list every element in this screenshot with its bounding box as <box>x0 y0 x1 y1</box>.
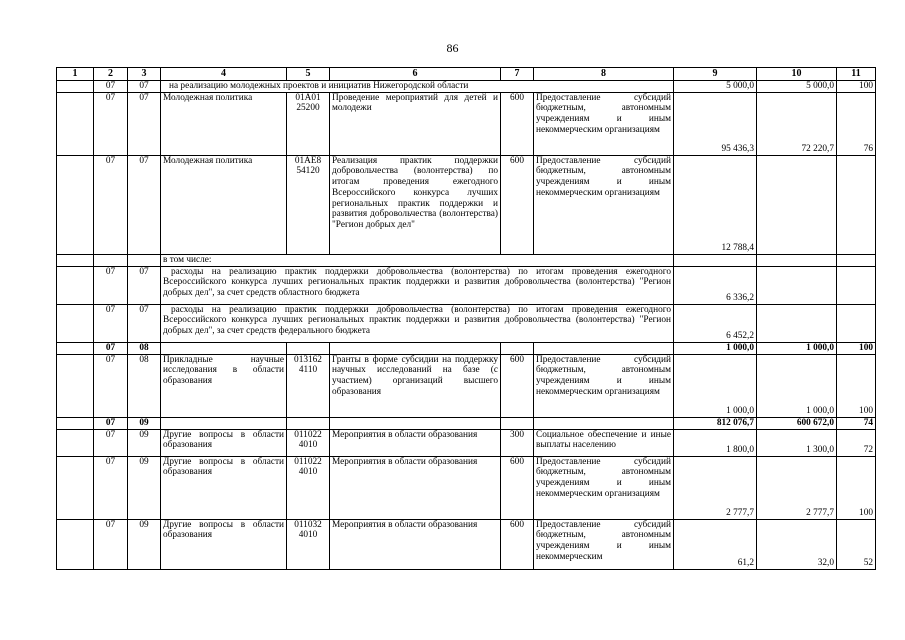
cell-empty <box>501 417 534 429</box>
cell-section: 07 <box>94 304 128 342</box>
cell-type-desc: Предоставление субсидий бюджетным, автономным учреждениям и иным некоммерческим <box>534 519 674 569</box>
cell-percent: 100 <box>837 342 876 354</box>
cell-empty <box>161 417 287 429</box>
cell-planned: 1 000,0 <box>674 354 757 417</box>
cell-empty <box>57 254 94 266</box>
cell-name: Молодежная политика <box>161 155 287 254</box>
cell-empty <box>57 354 94 417</box>
cell-percent: 72 <box>837 429 876 456</box>
header-cell: 1 <box>57 68 94 81</box>
cell-description: расходы на реализацию практик поддержки добровольчества (волонтерства) по итогам проведения ежегодного Всероссийского конкурса лучших региональных практик поддержки и развития добровольчества (волонтерства) "Регион добрых дел", за счет средств федерального бюджета <box>161 304 674 342</box>
table-row <box>57 92 876 155</box>
cell-percent: 76 <box>837 92 876 155</box>
cell-activity: Реализация практик поддержки добровольчества (волонтерства) по итогам проведения ежегодного Всероссийского конкурса лучших региональных практик поддержки и развития добровольчества (волонтерства) "Регион добрых дел" <box>330 155 501 254</box>
cell-activity: Гранты в форме субсидии на поддержку научных исследований на базе (с участием) организаций высшего образования <box>330 354 501 417</box>
table-row <box>57 155 876 254</box>
cell-empty <box>757 304 837 342</box>
cell-actual <box>757 155 837 254</box>
cell-section: 07 <box>94 354 128 417</box>
cell-empty <box>57 429 94 456</box>
cell-empty <box>287 417 330 429</box>
cell-activity: Мероприятия в области образования <box>330 519 501 569</box>
cell-empty <box>161 342 287 354</box>
cell-subsection: 09 <box>128 417 161 429</box>
cell-name: Молодежная политика <box>161 92 287 155</box>
header-row <box>57 68 876 81</box>
table-row <box>57 429 876 456</box>
cell-empty <box>94 254 128 266</box>
cell-section: 07 <box>94 155 128 254</box>
cell-activity: Мероприятия в области образования <box>330 429 501 456</box>
header-cell: 11 <box>837 68 876 81</box>
cell-planned: 812 076,7 <box>674 417 757 429</box>
cell-type-desc: Предоставление субсидий бюджетным, автономным учреждениям и иным некоммерческим организациям <box>534 354 674 417</box>
cell-subsection: 08 <box>128 354 161 417</box>
cell-section: 07 <box>94 92 128 155</box>
cell-actual: 1 000,0 <box>757 342 837 354</box>
cell-empty <box>534 342 674 354</box>
cell-name: Другие вопросы в области образования <box>161 519 287 569</box>
table-row-subtotal <box>57 342 876 354</box>
cell-planned: 61,2 <box>674 519 757 569</box>
header-cell: 10 <box>757 68 837 81</box>
cell-code: 01А01 25200 <box>287 92 330 155</box>
cell-percent: 100 <box>837 456 876 519</box>
cell-code: 011022 4010 <box>287 456 330 519</box>
cell-empty <box>57 304 94 342</box>
cell-actual: 72 220,7 <box>757 92 837 155</box>
cell-section: 07 <box>94 81 128 93</box>
cell-section: 07 <box>94 519 128 569</box>
table-row-subtotal <box>57 417 876 429</box>
cell-planned: 2 777,7 <box>674 456 757 519</box>
cell-actual: 1 000,0 <box>757 354 837 417</box>
cell-actual: 1 300,0 <box>757 429 837 456</box>
cell-empty <box>534 417 674 429</box>
cell-empty <box>57 155 94 254</box>
header-cell: 6 <box>330 68 501 81</box>
cell-percent: 100 <box>837 81 876 93</box>
cell-empty <box>837 266 876 304</box>
cell-subsection: 09 <box>128 456 161 519</box>
cell-subsection: 07 <box>128 155 161 254</box>
cell-percent: 52 <box>837 519 876 569</box>
cell-actual: 5 000,0 <box>757 81 837 93</box>
cell-empty <box>57 81 94 93</box>
cell-description: на реализацию молодежных проектов и инициатив Нижегородской области <box>161 81 674 93</box>
header-cell: 9 <box>674 68 757 81</box>
cell-empty <box>757 254 837 266</box>
header-cell: 5 <box>287 68 330 81</box>
cell-subsection: 09 <box>128 519 161 569</box>
cell-name: Другие вопросы в области образования <box>161 429 287 456</box>
cell-planned: 6 336,2 <box>674 266 757 304</box>
cell-including: в том числе: <box>161 254 674 266</box>
cell-name: Другие вопросы в области образования <box>161 456 287 519</box>
cell-planned: 1 000,0 <box>674 342 757 354</box>
cell-planned: 1 800,0 <box>674 429 757 456</box>
cell-section: 07 <box>94 266 128 304</box>
cell-empty <box>757 266 837 304</box>
cell-empty <box>837 304 876 342</box>
cell-activity: Мероприятия в области образования <box>330 456 501 519</box>
cell-empty <box>128 254 161 266</box>
cell-code: 013162 4110 <box>287 354 330 417</box>
cell-section: 07 <box>94 342 128 354</box>
cell-planned: 6 452,2 <box>674 304 757 342</box>
cell-section: 07 <box>94 429 128 456</box>
cell-empty <box>57 417 94 429</box>
cell-type-desc: Предоставление субсидий бюджетным, автономным учреждениям и иным некоммерческим организациям <box>534 155 674 254</box>
cell-empty <box>837 254 876 266</box>
cell-empty <box>501 342 534 354</box>
cell-type-desc: Социальное обеспечение и иные выплаты населению <box>534 429 674 456</box>
cell-type: 600 <box>501 456 534 519</box>
cell-type-desc: Предоставление субсидий бюджетным, автономным учреждениям и иным некоммерческим организациям <box>534 92 674 155</box>
cell-empty <box>57 92 94 155</box>
cell-empty <box>287 342 330 354</box>
header-cell: 8 <box>534 68 674 81</box>
cell-subsection: 08 <box>128 342 161 354</box>
cell-subsection: 07 <box>128 81 161 93</box>
cell-code: 011032 4010 <box>287 519 330 569</box>
cell-subsection: 09 <box>128 429 161 456</box>
table-row <box>57 456 876 519</box>
cell-empty <box>57 266 94 304</box>
cell-empty <box>330 417 501 429</box>
cell-actual: 2 777,7 <box>757 456 837 519</box>
cell-code: 01АЕ8 54120 <box>287 155 330 254</box>
header-cell: 3 <box>128 68 161 81</box>
cell-empty <box>57 342 94 354</box>
cell-subsection: 07 <box>128 92 161 155</box>
cell-code: 011022 4010 <box>287 429 330 456</box>
cell-type: 600 <box>501 155 534 254</box>
table-row <box>57 266 876 304</box>
table-row <box>57 254 876 266</box>
cell-empty <box>57 456 94 519</box>
cell-percent <box>837 155 876 254</box>
table-row <box>57 81 876 93</box>
cell-actual: 32,0 <box>757 519 837 569</box>
cell-percent: 74 <box>837 417 876 429</box>
header-cell: 7 <box>501 68 534 81</box>
cell-planned: 5 000,0 <box>674 81 757 93</box>
table-row <box>57 304 876 342</box>
page-number: 86 <box>446 41 459 55</box>
cell-percent: 100 <box>837 354 876 417</box>
cell-type: 600 <box>501 354 534 417</box>
cell-planned: 95 436,3 <box>674 92 757 155</box>
cell-empty <box>57 519 94 569</box>
cell-subsection: 07 <box>128 304 161 342</box>
cell-name: Прикладные научные исследования в области образования <box>161 354 287 417</box>
header-cell: 4 <box>161 68 287 81</box>
cell-empty <box>674 254 757 266</box>
cell-type: 300 <box>501 429 534 456</box>
cell-actual: 600 672,0 <box>757 417 837 429</box>
header-cell: 2 <box>94 68 128 81</box>
cell-empty <box>330 342 501 354</box>
budget-table <box>56 67 876 570</box>
cell-planned: 12 788,4 <box>674 155 757 254</box>
cell-type-desc: Предоставление субсидий бюджетным, автономным учреждениям и иным некоммерческим организациям <box>534 456 674 519</box>
cell-section: 07 <box>94 456 128 519</box>
cell-type: 600 <box>501 519 534 569</box>
cell-type: 600 <box>501 92 534 155</box>
cell-activity: Проведение мероприятий для детей и молодежи <box>330 92 501 155</box>
cell-section: 07 <box>94 417 128 429</box>
table-row <box>57 354 876 417</box>
cell-description: расходы на реализацию практик поддержки добровольчества (волонтерства) по итогам проведения ежегодного Всероссийского конкурса лучших региональных практик поддержки и развития добровольчества (волонтерства) "Регион добрых дел", за счет средств областного бюджета <box>161 266 674 304</box>
table-row <box>57 519 876 569</box>
cell-subsection: 07 <box>128 266 161 304</box>
